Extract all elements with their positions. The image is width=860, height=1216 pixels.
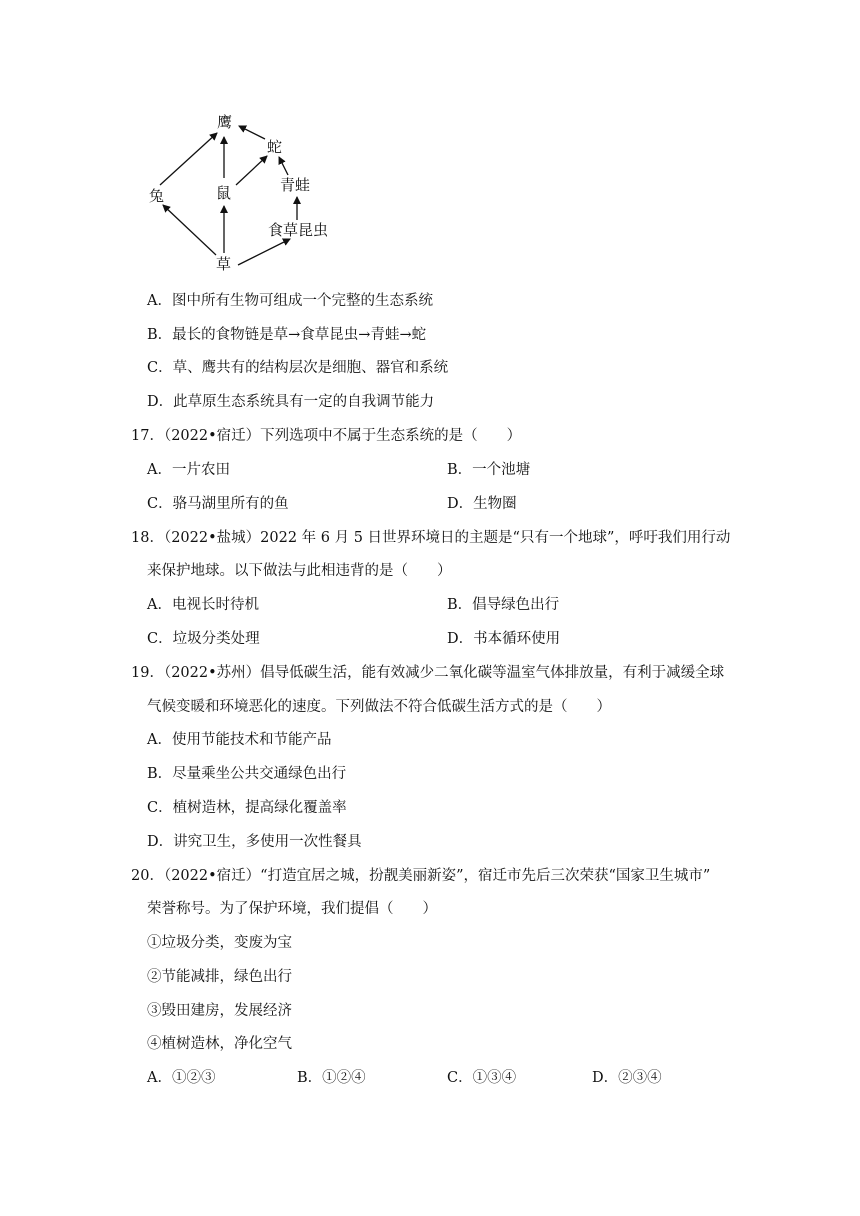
arrow-grass-insect bbox=[238, 239, 290, 265]
q19-stem-line1: 19．（2022•苏州）倡导低碳生活，能有效减少二氧化碳等温室气体排放量，有利于减缓全球 bbox=[131, 665, 725, 681]
q17-option-a: A．一片农田 bbox=[147, 462, 230, 478]
node-rabbit: 兔 bbox=[149, 187, 165, 205]
q20-option-c: C．①③④ bbox=[447, 1070, 517, 1086]
q20-option-a: A．①②③ bbox=[147, 1070, 216, 1086]
arrow-mouse-snake bbox=[236, 156, 267, 185]
q17-stem: 17．（2022•宿迁）下列选项中不属于生态系统的是（ ） bbox=[131, 428, 522, 444]
q19-option-a: A．使用节能技术和节能产品 bbox=[147, 732, 332, 748]
q18-option-c: C．垃圾分类处理 bbox=[147, 631, 260, 647]
food-web-arrows bbox=[140, 105, 360, 280]
q16-option-c: C．草、鹰共有的结构层次是细胞、器官和系统 bbox=[147, 360, 449, 376]
node-snake: 蛇 bbox=[267, 138, 283, 156]
q18-option-d: D．书本循环使用 bbox=[447, 631, 561, 647]
q18-option-a: A．电视长时待机 bbox=[147, 597, 259, 613]
q20-stem-line2: 荣誉称号。为了保护环境，我们提倡（ ） bbox=[147, 901, 437, 917]
q20-stem-line1: 20．（2022•宿迁）“打造宜居之城，扮靓美丽新姿”，宿迁市先后三次荣获“国家卫生城市” bbox=[131, 868, 711, 884]
q20-item-1: ①垃圾分类，变废为宝 bbox=[147, 935, 292, 951]
food-web-diagram bbox=[140, 105, 360, 280]
q16-option-a: A．图中所有生物可组成一个完整的生态系统 bbox=[147, 293, 433, 309]
q16-option-b: B．最长的食物链是草→食草昆虫→青蛙→蛇 bbox=[147, 327, 427, 343]
q19-option-b: B．尽量乘坐公共交通绿色出行 bbox=[147, 766, 347, 782]
q18-option-b: B．倡导绿色出行 bbox=[447, 597, 560, 613]
q18-stem-line2: 来保护地球。以下做法与此相违背的是（ ） bbox=[147, 563, 452, 579]
arrow-rabbit-hawk bbox=[160, 133, 217, 185]
arrow-frog-snake bbox=[279, 157, 288, 175]
q17-option-b: B．一个池塘 bbox=[447, 462, 531, 478]
q20-item-3: ③毁田建房，发展经济 bbox=[147, 1003, 292, 1019]
arrow-snake-hawk bbox=[239, 126, 265, 139]
node-frog: 青蛙 bbox=[280, 176, 311, 194]
q16-option-d: D．此草原生态系统具有一定的自我调节能力 bbox=[147, 394, 435, 410]
q18-stem-line1: 18．（2022•盐城）2022 年 6 月 5 日世界环境日的主题是“只有一个地球”，呼吁我们用行动 bbox=[131, 530, 731, 546]
q20-item-2: ②节能减排，绿色出行 bbox=[147, 969, 292, 985]
q20-option-d: D．②③④ bbox=[592, 1070, 662, 1086]
q19-option-d: D．讲究卫生，多使用一次性餐具 bbox=[147, 834, 362, 850]
q17-option-d: D．生物圈 bbox=[447, 496, 517, 512]
node-insect: 食草昆虫 bbox=[268, 221, 329, 239]
node-mouse: 鼠 bbox=[216, 184, 232, 202]
q19-option-c: C．植树造林，提高绿化覆盖率 bbox=[147, 800, 347, 816]
q20-item-4: ④植树造林，净化空气 bbox=[147, 1036, 292, 1052]
arrow-grass-rabbit bbox=[163, 205, 216, 255]
node-hawk: 鹰 bbox=[217, 113, 233, 131]
q20-option-b: B．①②④ bbox=[297, 1070, 366, 1086]
node-grass: 草 bbox=[216, 255, 232, 273]
q19-stem-line2: 气候变暖和环境恶化的速度。下列做法不符合低碳生活方式的是（ ） bbox=[147, 699, 611, 715]
q17-option-c: C．骆马湖里所有的鱼 bbox=[147, 496, 289, 512]
